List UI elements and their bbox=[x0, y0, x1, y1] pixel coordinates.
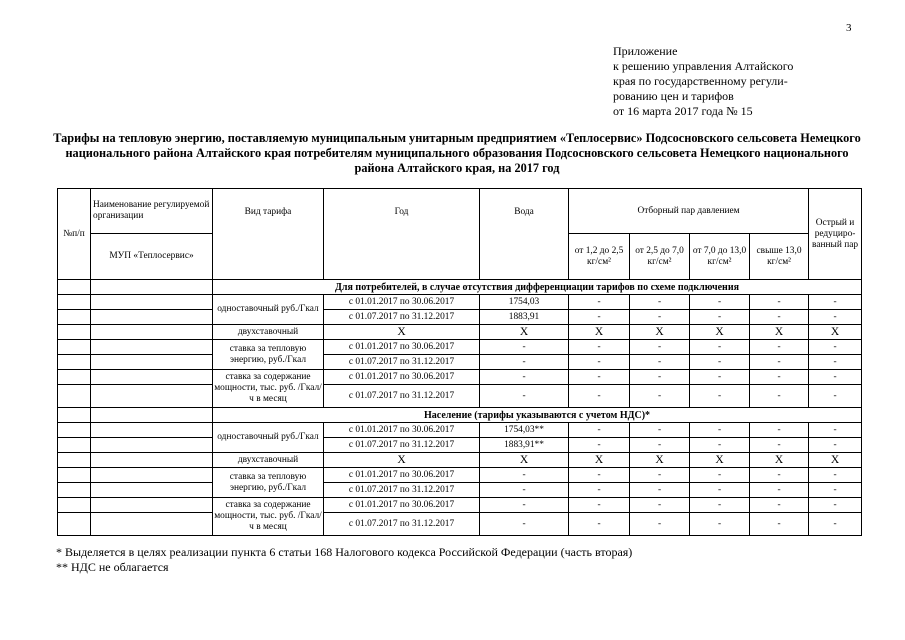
period-cell: с 01.07.2017 по 31.12.2017 bbox=[324, 310, 480, 325]
label-capacity-rate: ставка за содержание мощности, тыс. руб. /Гкал/ч в месяц bbox=[213, 498, 324, 536]
blank-cell bbox=[58, 438, 91, 453]
blank-cell bbox=[91, 355, 213, 370]
dash-cell: - bbox=[630, 385, 690, 408]
period-cell: с 01.07.2017 по 31.12.2017 bbox=[324, 438, 480, 453]
header-num: №п/п bbox=[58, 189, 91, 280]
dash-cell: - bbox=[630, 423, 690, 438]
dash-cell: - bbox=[809, 340, 862, 355]
dash-cell: - bbox=[809, 295, 862, 310]
blank-cell bbox=[58, 498, 91, 513]
header-type: Вид тарифа bbox=[213, 189, 324, 280]
tariff-table bbox=[57, 188, 862, 536]
footnote-vat: * Выделяется в целях реализации пункта 6 статьи 168 Налогового кодекса Российской Федерации (часть вторая) bbox=[56, 545, 633, 559]
dash-cell: - bbox=[750, 513, 809, 536]
blank-cell bbox=[91, 370, 213, 385]
dash-cell: - bbox=[569, 355, 630, 370]
x-cell: Х bbox=[324, 325, 480, 340]
dash-cell: - bbox=[809, 498, 862, 513]
dash-cell: - bbox=[569, 340, 630, 355]
x-cell: Х bbox=[630, 325, 690, 340]
blank-cell bbox=[91, 408, 213, 423]
dash-cell: - bbox=[630, 513, 690, 536]
appendix-line: края по государственному регули- bbox=[613, 74, 788, 88]
blank-cell bbox=[58, 408, 91, 423]
dash-cell: - bbox=[690, 340, 750, 355]
dash-cell: - bbox=[569, 468, 630, 483]
dash-cell: - bbox=[809, 468, 862, 483]
dash-cell: - bbox=[750, 423, 809, 438]
blank-cell bbox=[58, 423, 91, 438]
dash-cell: - bbox=[569, 438, 630, 453]
dash-cell: - bbox=[480, 340, 569, 355]
dash-cell: - bbox=[750, 438, 809, 453]
dash-cell: - bbox=[750, 483, 809, 498]
header-year: Год bbox=[324, 189, 480, 280]
dash-cell: - bbox=[690, 370, 750, 385]
header-steam-3: от 7,0 до 13,0 кг/см² bbox=[690, 234, 750, 280]
dash-cell: - bbox=[809, 310, 862, 325]
blank-cell bbox=[91, 423, 213, 438]
dash-cell: - bbox=[480, 370, 569, 385]
period-cell: с 01.01.2017 по 30.06.2017 bbox=[324, 423, 480, 438]
dash-cell: - bbox=[630, 295, 690, 310]
dash-cell: - bbox=[690, 295, 750, 310]
header-org: Наименование регулируемой организации bbox=[91, 189, 213, 234]
dash-cell: - bbox=[630, 468, 690, 483]
dash-cell: - bbox=[569, 498, 630, 513]
footnotes bbox=[56, 545, 632, 575]
x-cell: Х bbox=[324, 453, 480, 468]
dash-cell: - bbox=[750, 340, 809, 355]
blank-cell bbox=[58, 468, 91, 483]
dash-cell: - bbox=[569, 295, 630, 310]
dash-cell: - bbox=[750, 385, 809, 408]
blank-cell bbox=[58, 483, 91, 498]
blank-cell bbox=[91, 438, 213, 453]
dash-cell: - bbox=[750, 355, 809, 370]
blank-cell bbox=[91, 483, 213, 498]
appendix-block bbox=[613, 44, 793, 119]
dash-cell: - bbox=[809, 513, 862, 536]
label-double-rate: двухставочный bbox=[213, 453, 324, 468]
blank-cell bbox=[91, 325, 213, 340]
dash-cell: - bbox=[480, 385, 569, 408]
blank-cell bbox=[58, 295, 91, 310]
header-steam-4: свыше 13,0 кг/см² bbox=[750, 234, 809, 280]
x-cell: Х bbox=[809, 453, 862, 468]
dash-cell: - bbox=[569, 513, 630, 536]
blank-cell bbox=[91, 280, 213, 295]
x-cell: Х bbox=[750, 325, 809, 340]
dash-cell: - bbox=[480, 513, 569, 536]
dash-cell: - bbox=[809, 355, 862, 370]
appendix-line: от 16 марта 2017 года № 15 bbox=[613, 104, 753, 118]
blank-cell bbox=[91, 513, 213, 536]
dash-cell: - bbox=[480, 355, 569, 370]
x-cell: Х bbox=[809, 325, 862, 340]
section-title-population: Население (тарифы указываются с учетом НДС)* bbox=[213, 408, 862, 423]
dash-cell: - bbox=[809, 370, 862, 385]
dash-cell: - bbox=[809, 385, 862, 408]
period-cell: с 01.07.2017 по 31.12.2017 bbox=[324, 483, 480, 498]
dash-cell: - bbox=[630, 355, 690, 370]
dash-cell: - bbox=[690, 385, 750, 408]
appendix-line: к решению управления Алтайского bbox=[613, 59, 794, 73]
dash-cell: - bbox=[690, 438, 750, 453]
dash-cell: - bbox=[480, 498, 569, 513]
blank-cell bbox=[58, 370, 91, 385]
blank-cell bbox=[91, 468, 213, 483]
section-title-consumers: Для потребителей, в случае отсутствия дифференциации тарифов по схеме подключения bbox=[213, 280, 862, 295]
period-cell: с 01.07.2017 по 31.12.2017 bbox=[324, 385, 480, 408]
dash-cell: - bbox=[690, 468, 750, 483]
x-cell: Х bbox=[569, 453, 630, 468]
water-value: 1754,03** bbox=[480, 423, 569, 438]
blank-cell bbox=[58, 280, 91, 295]
label-double-rate: двухставочный bbox=[213, 325, 324, 340]
blank-cell bbox=[91, 295, 213, 310]
dash-cell: - bbox=[569, 310, 630, 325]
period-cell: с 01.07.2017 по 31.12.2017 bbox=[324, 513, 480, 536]
water-value: 1883,91** bbox=[480, 438, 569, 453]
blank-cell bbox=[91, 310, 213, 325]
dash-cell: - bbox=[690, 498, 750, 513]
dash-cell: - bbox=[750, 370, 809, 385]
label-capacity-rate: ставка за содержание мощности, тыс. руб. /Гкал/ч в месяц bbox=[213, 370, 324, 408]
document-title: Тарифы на тепловую энергию, поставляемую муниципальным унитарным предприятием «Теплосервис» Подсосновского сельсовета Немецкого национального района Алтайского края потребителям муниципального образования Подсосновского сельсовета Немецкого национального района Алтайского края, на 2017 год bbox=[53, 131, 861, 175]
dash-cell: - bbox=[690, 423, 750, 438]
appendix-line: Приложение bbox=[613, 44, 678, 58]
dash-cell: - bbox=[630, 483, 690, 498]
dash-cell: - bbox=[750, 498, 809, 513]
dash-cell: - bbox=[569, 370, 630, 385]
blank-cell bbox=[91, 340, 213, 355]
x-cell: Х bbox=[690, 325, 750, 340]
x-cell: Х bbox=[630, 453, 690, 468]
period-cell: с 01.01.2017 по 30.06.2017 bbox=[324, 498, 480, 513]
dash-cell: - bbox=[690, 483, 750, 498]
dash-cell: - bbox=[809, 438, 862, 453]
x-cell: Х bbox=[480, 325, 569, 340]
blank-cell bbox=[58, 310, 91, 325]
label-energy-rate: ставка за тепловую энергию, руб./Гкал bbox=[213, 340, 324, 370]
blank-cell bbox=[91, 453, 213, 468]
label-single-rate: одноставочный руб./Гкал bbox=[213, 423, 324, 453]
dash-cell: - bbox=[630, 370, 690, 385]
blank-cell bbox=[58, 355, 91, 370]
water-value: 1883,91 bbox=[480, 310, 569, 325]
water-value: 1754,03 bbox=[480, 295, 569, 310]
footnote-no-vat: ** НДС не облагается bbox=[56, 560, 169, 574]
dash-cell: - bbox=[690, 355, 750, 370]
x-cell: Х bbox=[750, 453, 809, 468]
header-water: Вода bbox=[480, 189, 569, 280]
period-cell: с 01.01.2017 по 30.06.2017 bbox=[324, 370, 480, 385]
blank-cell bbox=[58, 340, 91, 355]
blank-cell bbox=[58, 453, 91, 468]
dash-cell: - bbox=[480, 483, 569, 498]
dash-cell: - bbox=[750, 310, 809, 325]
dash-cell: - bbox=[630, 498, 690, 513]
label-energy-rate: ставка за тепловую энергию, руб./Гкал bbox=[213, 468, 324, 498]
page-number: 3 bbox=[846, 22, 852, 34]
dash-cell: - bbox=[569, 385, 630, 408]
dash-cell: - bbox=[569, 483, 630, 498]
header-sharp-steam: Острый и редуциро-ванный пар bbox=[809, 189, 862, 280]
dash-cell: - bbox=[630, 340, 690, 355]
blank-cell bbox=[58, 513, 91, 536]
dash-cell: - bbox=[809, 423, 862, 438]
x-cell: Х bbox=[690, 453, 750, 468]
blank-cell bbox=[91, 498, 213, 513]
dash-cell: - bbox=[690, 513, 750, 536]
dash-cell: - bbox=[480, 468, 569, 483]
blank-cell bbox=[58, 325, 91, 340]
period-cell: с 01.01.2017 по 30.06.2017 bbox=[324, 340, 480, 355]
x-cell: Х bbox=[480, 453, 569, 468]
dash-cell: - bbox=[569, 423, 630, 438]
dash-cell: - bbox=[750, 295, 809, 310]
header-steam-1: от 1,2 до 2,5 кг/см² bbox=[569, 234, 630, 280]
dash-cell: - bbox=[630, 438, 690, 453]
dash-cell: - bbox=[630, 310, 690, 325]
x-cell: Х bbox=[569, 325, 630, 340]
period-cell: с 01.01.2017 по 30.06.2017 bbox=[324, 295, 480, 310]
blank-cell bbox=[91, 385, 213, 408]
dash-cell: - bbox=[750, 468, 809, 483]
period-cell: с 01.07.2017 по 31.12.2017 bbox=[324, 355, 480, 370]
period-cell: с 01.01.2017 по 30.06.2017 bbox=[324, 468, 480, 483]
header-steam-2: от 2,5 до 7,0 кг/см² bbox=[630, 234, 690, 280]
header-steam: Отборный пар давлением bbox=[569, 189, 809, 234]
dash-cell: - bbox=[690, 310, 750, 325]
blank-cell bbox=[58, 385, 91, 408]
dash-cell: - bbox=[809, 483, 862, 498]
appendix-line: рованию цен и тарифов bbox=[613, 89, 734, 103]
label-single-rate: одноставочный руб./Гкал bbox=[213, 295, 324, 325]
org-name: МУП «Теплосервис» bbox=[91, 234, 213, 280]
